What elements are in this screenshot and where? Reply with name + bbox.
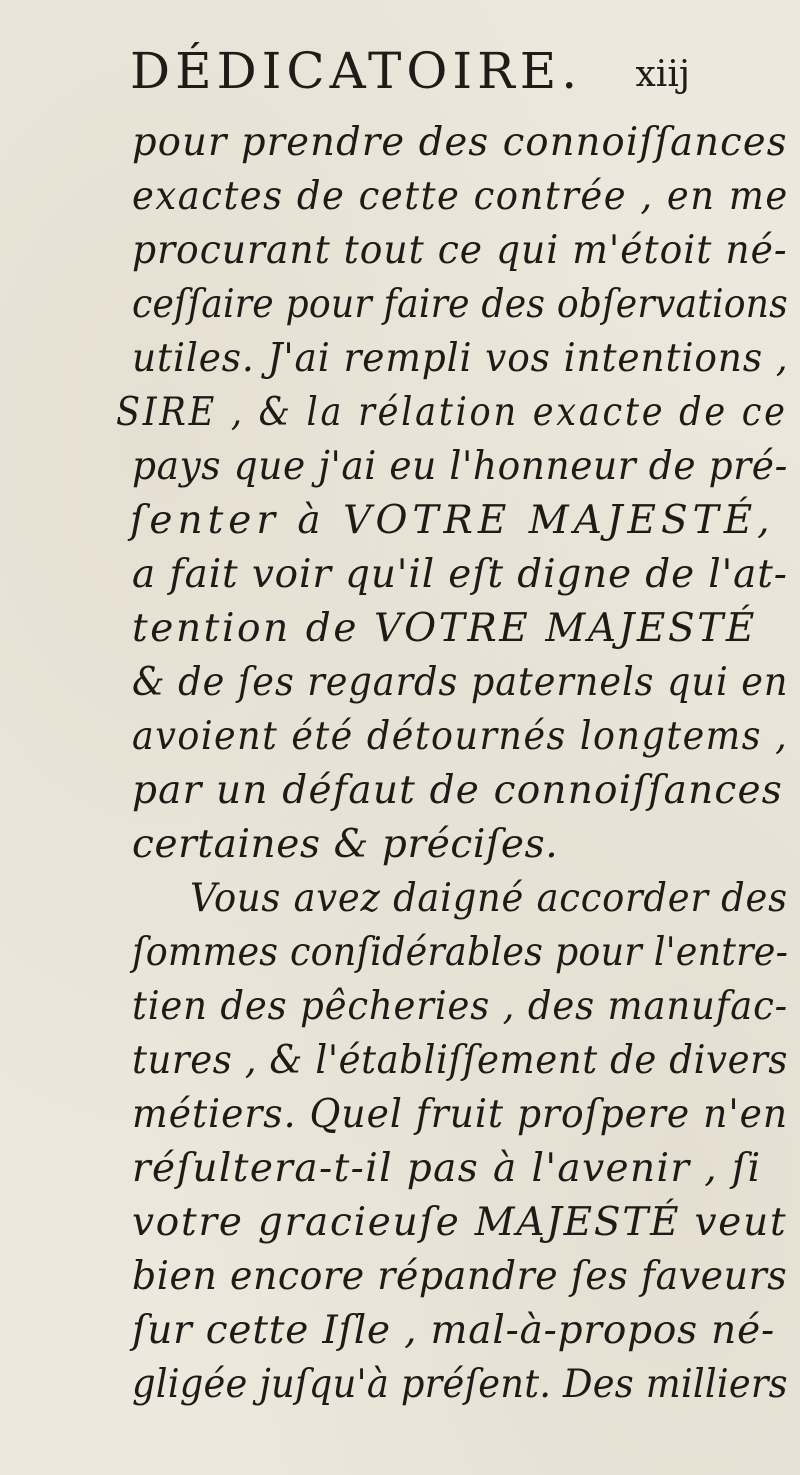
text-line: exactes de cette contrée , en me — [132, 174, 789, 219]
text-line: bien encore répandre ſes faveurs — [132, 1254, 788, 1299]
text-line: procurant tout ce qui m'étoit né- — [132, 228, 788, 273]
text-line: par un défaut de connoiſſances — [132, 768, 783, 813]
page-number: xiij — [635, 54, 690, 95]
text-line: ſenter à VOTRE MAJESTÉ, — [130, 498, 775, 543]
text-line: avoient été détournés longtems , — [132, 714, 789, 759]
text-line: pays que j'ai eu l'honneur de pré- — [132, 444, 788, 489]
text-line: pour prendre des connoiſſances — [132, 120, 788, 165]
text-line: Vous avez daigné accorder des — [190, 876, 788, 921]
text-line: tien des pêcheries , des manufac- — [132, 984, 789, 1029]
text-line: a fait voir qu'il eſt digne de l'at- — [132, 552, 788, 597]
text-line: & de ſes regards paternels qui en — [132, 660, 789, 705]
text-line: SIRE , & la rélation exacte de ce — [116, 390, 788, 435]
text-line: utiles. J'ai rempli vos intentions , — [132, 336, 789, 381]
text-line: réſultera-t-il pas à l'avenir , ſi — [132, 1146, 762, 1191]
text-line: métiers. Quel fruit proſpere n'en — [132, 1092, 789, 1137]
running-head-title: DÉDICATOIRE. — [130, 42, 583, 100]
running-head — [130, 40, 690, 110]
text-line: gligée juſqu'à préſent. Des milliers — [132, 1362, 788, 1407]
text-line: tures , & l'établiſſement de divers — [132, 1038, 788, 1083]
text-line: certaines & préciſes. — [132, 822, 559, 867]
text-line: ſur cette Iſle , mal-à-propos né- — [132, 1308, 775, 1353]
text-line: ſommes conſidérables pour l'entre- — [132, 930, 789, 975]
text-line: ceſſaire pour faire des obſervations — [132, 282, 788, 327]
text-line: votre gracieuſe MAJESTÉ veut — [132, 1200, 788, 1245]
text-line: tention de VOTRE MAJESTÉ — [132, 606, 757, 651]
